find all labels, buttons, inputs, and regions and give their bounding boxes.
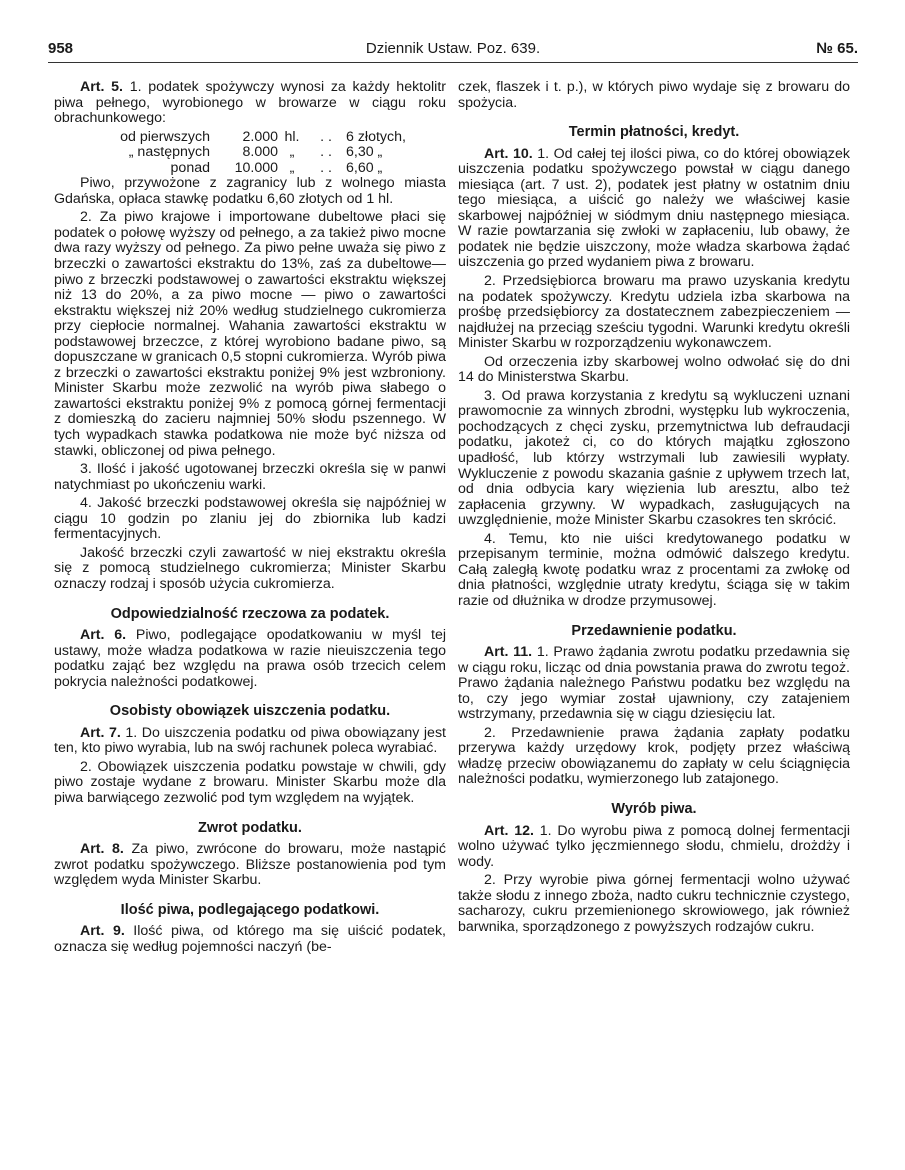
tax-rate-cell: „ (289, 144, 295, 161)
article-label: Art. 9. (80, 923, 125, 940)
paragraph-text: 1. podatek spożywczy wynosi za każdy hektolitr piwa pełnego, wyrobionego w browarze w ciągu roku obrachunkowego: (54, 79, 446, 127)
tax-rate-cell: . . (320, 159, 332, 176)
tax-rate-row (54, 161, 446, 177)
paragraph (458, 824, 850, 871)
tax-rate-cell: 6,60 „ (346, 159, 383, 176)
paragraph (458, 147, 850, 271)
tax-rate-cell: 10.000 (234, 159, 278, 176)
right-column (458, 80, 850, 938)
paragraph (54, 726, 446, 757)
paragraph-text: Jakość brzeczki czyli zawartość w niej ekstraktu określa się z pomocą studzielnego cukromierza; Minister Skarbu oznaczy rodzaj i sposób użycia cukromierza. (54, 544, 446, 592)
paragraph (54, 496, 446, 543)
section-heading: Osobisty obowiązek uiszczenia podatku. (109, 703, 391, 720)
paragraph-text: 2. Obowiązek uiszczenia podatku powstaje w chwili, gdy piwo zostaje wydane z browaru. Minister Skarbu może dla piwa barwiącego zezwolić pod tym względem na wyjątek. (54, 758, 446, 806)
section-heading: Termin płatności, kredyt. (568, 124, 740, 141)
section-heading: Wyrób piwa. (611, 800, 697, 817)
paragraph-text: 4. Jakość brzeczki podstawowej określa się najpóźniej w ciągu 10 godzin po zlaniu jej do zbiornika lub kadzi fermentacyjnych. (54, 495, 446, 543)
tax-rate-cell: ponad (170, 159, 210, 176)
tax-rate-cell: od pierwszych (120, 128, 210, 145)
paragraph (54, 462, 446, 493)
section-heading: Odpowiedzialność rzeczowa za podatek. (110, 605, 390, 622)
paragraph (458, 726, 850, 788)
paragraph-text: 2. Za piwo krajowe i importowane dubeltowe płaci się podatek o połowę wyższy od pełnego, a za takież piwo mocne dwa razy wyższy od pełnego. Za piwo pełne uważa się piwo z brzeczki o zawartości ekstraktu do 13%, zaś za dubeltowe—piwo z brzeczki podstawowej o zawartości ekstraktu większej niż 13 do 20%, a za piwo mocne — piwo o zawartości ekstraktu większej niż 20% według studzielnego cukromierza przy ciepłocie normalnej. Wahania zawartości ekstraktu w podstawowej brzeczce, z której wyrobiono badane piwo, są dopuszczane w granicach 0,5 stopni cukromierza. Wyrób piwa z brzeczki o zawartości ekstraktu poniżej 9% jest wzbroniony. Minister Skarbu może zezwolić na wyrób piwa słabego o zawartości ekstraktu poniżej 9% z pomocą górnej fermentacji z domieszką do zacieru najmniej 50% słodu pszennego. W tych wypadkach stawka podatkowa nie może być niższa od stawki, obliczonej od piwa pełnego. (54, 209, 446, 459)
paragraph-text: Piwo, podlegające opodatkowaniu w myśl tej ustawy, może władza podatkowa w razie nieuiszczenia tego podatku zająć bez względu na prawa osób trzecich celem pokrycia należności podatkowej. (54, 627, 446, 690)
paragraph (458, 389, 850, 529)
paragraph (54, 176, 446, 207)
header-rule (48, 62, 858, 63)
article-label: Art. 12. (484, 822, 534, 839)
tax-rate-cell: . . (320, 128, 332, 145)
paragraph-text: Za piwo, zwrócone do browaru, może nastąpić zwrot podatku spożywczego. Bliższe postanowienia pod tym względem wyda Minister Skarbu. (54, 841, 446, 889)
paragraph-text: 2. Przedawnienie prawa żądania zapłaty podatku przerywa każdy urzędowy krok, podjęty przez właściwą władzę przeciw obowiązanemu do zapłaty w celu ściągnięcia należności podatku, wymierzonego lub zatajonego. (458, 724, 850, 788)
tax-rate-cell: „ następnych (128, 144, 210, 161)
paragraph (54, 924, 446, 955)
article-label: Art. 11. (484, 644, 533, 661)
paragraph (54, 842, 446, 889)
paragraph-text: Piwo, przywożone z zagranicy lub z wolnego miasta Gdańska, opłaca stawkę podatku 6,60 złotych od 1 hl. (54, 175, 446, 207)
paragraph (54, 546, 446, 593)
paragraph-text: 4. Temu, kto nie uiści kredytowanego podatku w przepisanym terminie, można odmówić dalszego kredytu. Całą zaległą kwotę podatku wraz z procentami za zwłokę od dnia płatności, względnie utraty kredytu, ściąga się w takim razie od dłużnika w drodze przymusowej. (458, 530, 850, 609)
article-label: Art. 6. (80, 627, 127, 644)
tax-rate-cell: . . (320, 144, 332, 161)
article-label: Art. 7. (80, 724, 121, 741)
tax-rate-row (54, 145, 446, 161)
journal-title: Dziennik Ustaw. Poz. 639. (365, 40, 541, 57)
paragraph-text: czek, flaszek i t. p.), w których piwo wydaje się z browaru do spożycia. (458, 79, 850, 111)
paragraph-text: 3. Ilość i jakość ugotowanej brzeczki określa się w panwi natychmiast po ukończeniu warki. (54, 461, 446, 493)
paragraph (54, 760, 446, 807)
tax-rate-cell: 2.000 (242, 128, 278, 145)
tax-rate-cell: hl. (284, 128, 300, 145)
paragraph (54, 80, 446, 127)
paragraph-text: 3. Od prawa korzystania z kredytu są wykluczeni uznani prawomocnie za winnych zbrodni, występku lub wykroczenia, pochodzących z chęci zysku, przemytnictwa lub defraudacji podatku, jakoteż ci, co do których majątku zgłoszono upadłość, lub którzy wstrzymali lub zawiesili wypłaty. Wykluczenie z powodu skazania gaśnie z upływem trzech lat, od dnia odbycia kary więzienia lub aresztu, albo też zapłacenia grzywny. W wypadkach, zasługujących na uwzględnienie, może Minister Skarbu czasokres ten skrócić. (458, 387, 850, 529)
paragraph (54, 628, 446, 690)
left-column (54, 80, 446, 958)
section-heading: Przedawnienie podatku. (571, 622, 737, 639)
page-number: 958 (48, 40, 74, 57)
paragraph (458, 645, 850, 723)
tax-rate-cell: 6 złotych, (346, 128, 406, 145)
article-label: Art. 10. (484, 145, 533, 162)
page-header (48, 40, 858, 62)
section-heading: Zwrot podatku. (198, 819, 302, 836)
article-label: Art. 8. (80, 841, 124, 858)
paragraph (458, 274, 850, 352)
paragraph (458, 80, 850, 111)
tax-rate-cell: 6,30 „ (346, 144, 383, 161)
paragraph (458, 532, 850, 610)
article-label: Art. 5. (80, 79, 123, 95)
tax-rate-cell: „ (289, 159, 295, 176)
paragraph-text: 1. Do uiszczenia podatku od piwa obowiązany jest ten, kto piwo wyrabia, lub na swój rachunek poleca wyrabiać. (54, 724, 446, 757)
paragraph (54, 210, 446, 459)
paragraph-text: 1. Do wyrobu piwa z pomocą dolnej fermentacji wolno używać tylko jęczmiennego słodu, chmielu, drożdży i wody. (458, 822, 850, 870)
paragraph-text: 1. Prawo żądania zwrotu podatku przedawnia się w ciągu roku, licząc od dnia powstania prawa do zwrotu tegoż. Prawo żądania należnego Państwu podatku bez względu na to, czy jego wymiar został ujawniony, czy zatajeniem wstrzymany, przedawnia się w ciągu dziesięciu lat. (458, 644, 850, 723)
paragraph-text: 2. Przy wyrobie piwa górnej fermentacji wolno używać także słodu z innego zboża, nadto cukru technicznie czystego, sacharozy, cukru przemienionego skrowiowego, jak również barwnika, sporządzonego z powyższych rodzajów cukru. (458, 872, 850, 935)
paragraph-text: Ilość piwa, od którego ma się uiścić podatek, oznacza się według pojemności naczyń (be- (54, 923, 446, 955)
paragraph-text: 1. Od całej tej ilości piwa, co do której obowiązek uiszczenia podatku spożywczego powstał w ciągu danego miesiąca (art. 7 ust. 2), podatek jest płatny w ostatnim dniu tego miesiąca, a uiścić go należy we właściwej kasie skarbowej najpóźniej w siódmym dniu następnego miesiąca. W razie powtarzania się zwłoki w zapłaceniu, lub obawy, że podatek nie będzie uiszczony, może władza skarbowa żądać uiszczenia go przed wydaniem piwa z browaru. (458, 145, 850, 271)
paragraph-text: Od orzeczenia izby skarbowej wolno odwołać się do dni 14 do Ministerstwa Skarbu. (458, 353, 850, 386)
paragraph (458, 355, 850, 386)
section-heading: Ilość piwa, podlegającego podatkowi. (120, 901, 380, 918)
paragraph (458, 873, 850, 935)
tax-rate-cell: 8.000 (242, 144, 278, 161)
tax-rate-row (54, 130, 446, 146)
issue-number: № 65. (816, 40, 858, 57)
paragraph-text: 2. Przedsiębiorca browaru ma prawo uzyskania kredytu na podatek spożywczy. Kredytu udziela izba skarbowa na prośbę przedsiębiorcy za dostatecznem zabezpieczeniem — najdłużej na przeciąg sześciu tygodni. Warunki kredytu określi Minister Skarbu w rozporządzeniu wykonawczem. (458, 273, 850, 352)
